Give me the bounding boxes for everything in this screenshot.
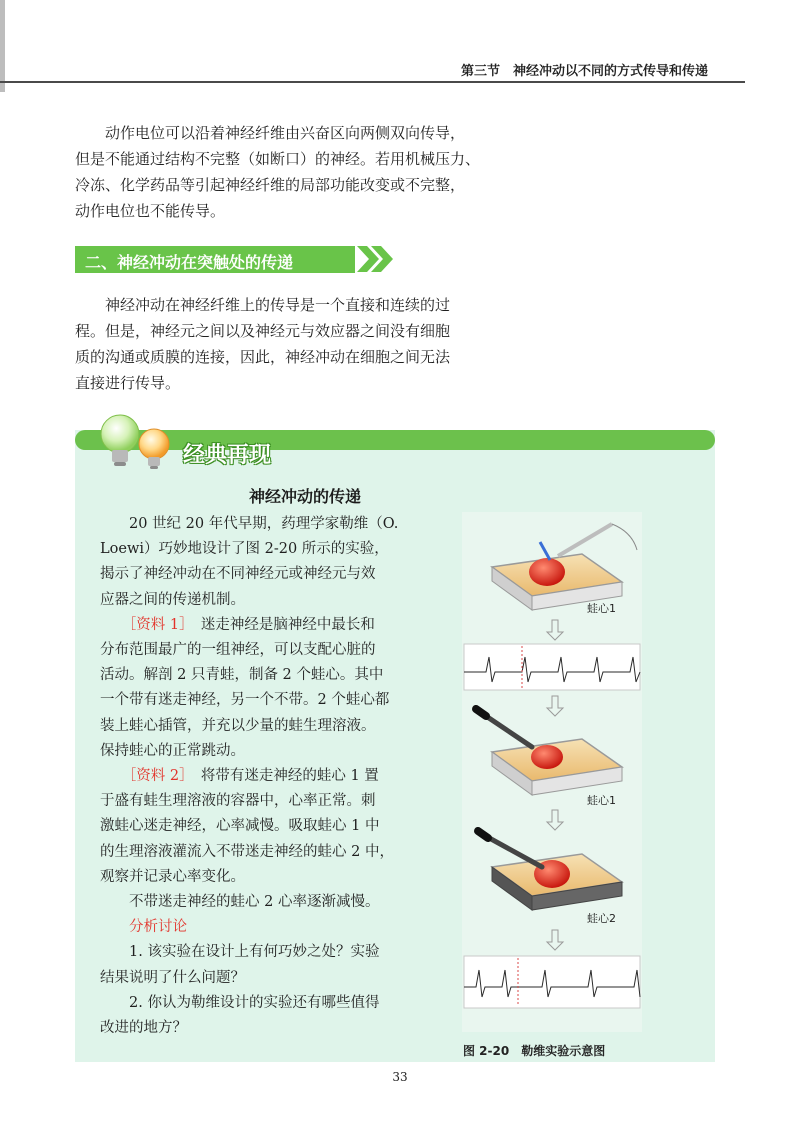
- text-line: 的生理溶液灌流入不带迷走神经的蛙心 2 中，: [100, 843, 394, 860]
- text-line: 观察并记录心率变化。: [100, 868, 245, 885]
- light-bulb-icon: [90, 412, 180, 472]
- text-line: 2. 你认为勒维设计的实验还有哪些值得: [100, 994, 380, 1011]
- text-line: 20 世纪 20 年代早期，药理学家勒维（O.: [100, 516, 399, 532]
- text-line: 动作电位也不能传导。: [75, 202, 226, 220]
- page-number: 33: [392, 1070, 408, 1084]
- double-chevron-icon: [355, 244, 395, 274]
- text-line: 但是不能通过结构不完整（如断口）的神经。若用机械压力、: [75, 150, 481, 168]
- text-line: 质的沟通或质膜的连接，因此，神经冲动在细胞之间无法: [75, 348, 451, 366]
- intro-paragraph: [75, 120, 495, 224]
- ecg-trace-2: [464, 956, 640, 1008]
- text-line: 应器之间的传递机制。: [100, 591, 245, 608]
- text-run: 迷走神经是脑神经中最长和: [200, 616, 375, 633]
- section-paragraph: [75, 292, 495, 396]
- text-line: Loewi）巧妙地设计了图 2-20 所示的实验，: [100, 541, 389, 558]
- material-tag: ［资料 2］: [129, 768, 187, 785]
- figure-caption: 图 2-20 勒维实验示意图: [463, 1044, 606, 1058]
- classic-title: 经典再现: [183, 443, 272, 468]
- header-rule: [0, 81, 745, 83]
- section-title: 二、神经冲动在突触处的传递: [85, 253, 294, 272]
- running-header: 第三节 神经冲动以不同的方式传导和传递: [460, 64, 708, 79]
- text-line: 不带迷走神经的蛙心 2 心率逐渐减慢。: [100, 894, 380, 911]
- text-line: 于盛有蛙生理溶液的容器中，心率正常。刺: [100, 793, 376, 810]
- text-line: 保持蛙心的正常跳动。: [100, 742, 245, 759]
- section-banner: [75, 246, 355, 273]
- text-line: 装上蛙心插管，并充以少量的蛙生理溶液。: [100, 717, 376, 734]
- text-line: 神经冲动在神经纤维上的传导是一个直接和连续的过: [75, 296, 451, 314]
- ecg-trace-1: [464, 644, 640, 690]
- feature-title: 神经冲动的传递: [248, 487, 361, 506]
- figure-label: 蛙心1: [587, 602, 616, 615]
- discussion-heading: 分析讨论: [100, 919, 187, 936]
- text-line: 揭示了神经冲动在不同神经元或神经元与效: [100, 566, 376, 583]
- text-line: 活动。解剖 2 只青蛙，制备 2 个蛙心。其中: [100, 667, 384, 684]
- text-line: 动作电位可以沿着神经纤维由兴奋区向两侧双向传导，: [75, 124, 466, 142]
- text-line: 激蛙心迷走神经，心率减慢。吸取蛙心 1 中: [100, 818, 380, 835]
- feature-body: [100, 512, 440, 1041]
- text-line: 一个带有迷走神经，另一个不带。2 个蛙心都: [100, 692, 390, 709]
- text-line: [100, 613, 440, 638]
- figure-label: 蛙心2: [587, 912, 616, 925]
- text-line: 冷冻、化学药品等引起神经纤维的局部功能改变或不完整，: [75, 176, 466, 194]
- loewi-experiment-figure: [462, 512, 642, 1032]
- material-tag: ［资料 1］: [129, 616, 187, 633]
- text-line: 改进的地方？: [100, 1020, 187, 1037]
- text-line: 程。但是，神经元之间以及神经元与效应器之间没有细胞: [75, 322, 451, 340]
- text-line: 1. 该实验在设计上有何巧妙之处？实验: [100, 944, 380, 961]
- text-line: 直接进行传导。: [75, 374, 181, 392]
- figure-label: 蛙心1: [587, 794, 616, 807]
- text-line: [100, 764, 440, 789]
- text-line: 结果说明了什么问题？: [100, 969, 245, 986]
- text-line: 分布范围最广的一组神经，可以支配心脏的: [100, 642, 376, 659]
- text-run: 将带有迷走神经的蛙心 1 置: [200, 768, 379, 785]
